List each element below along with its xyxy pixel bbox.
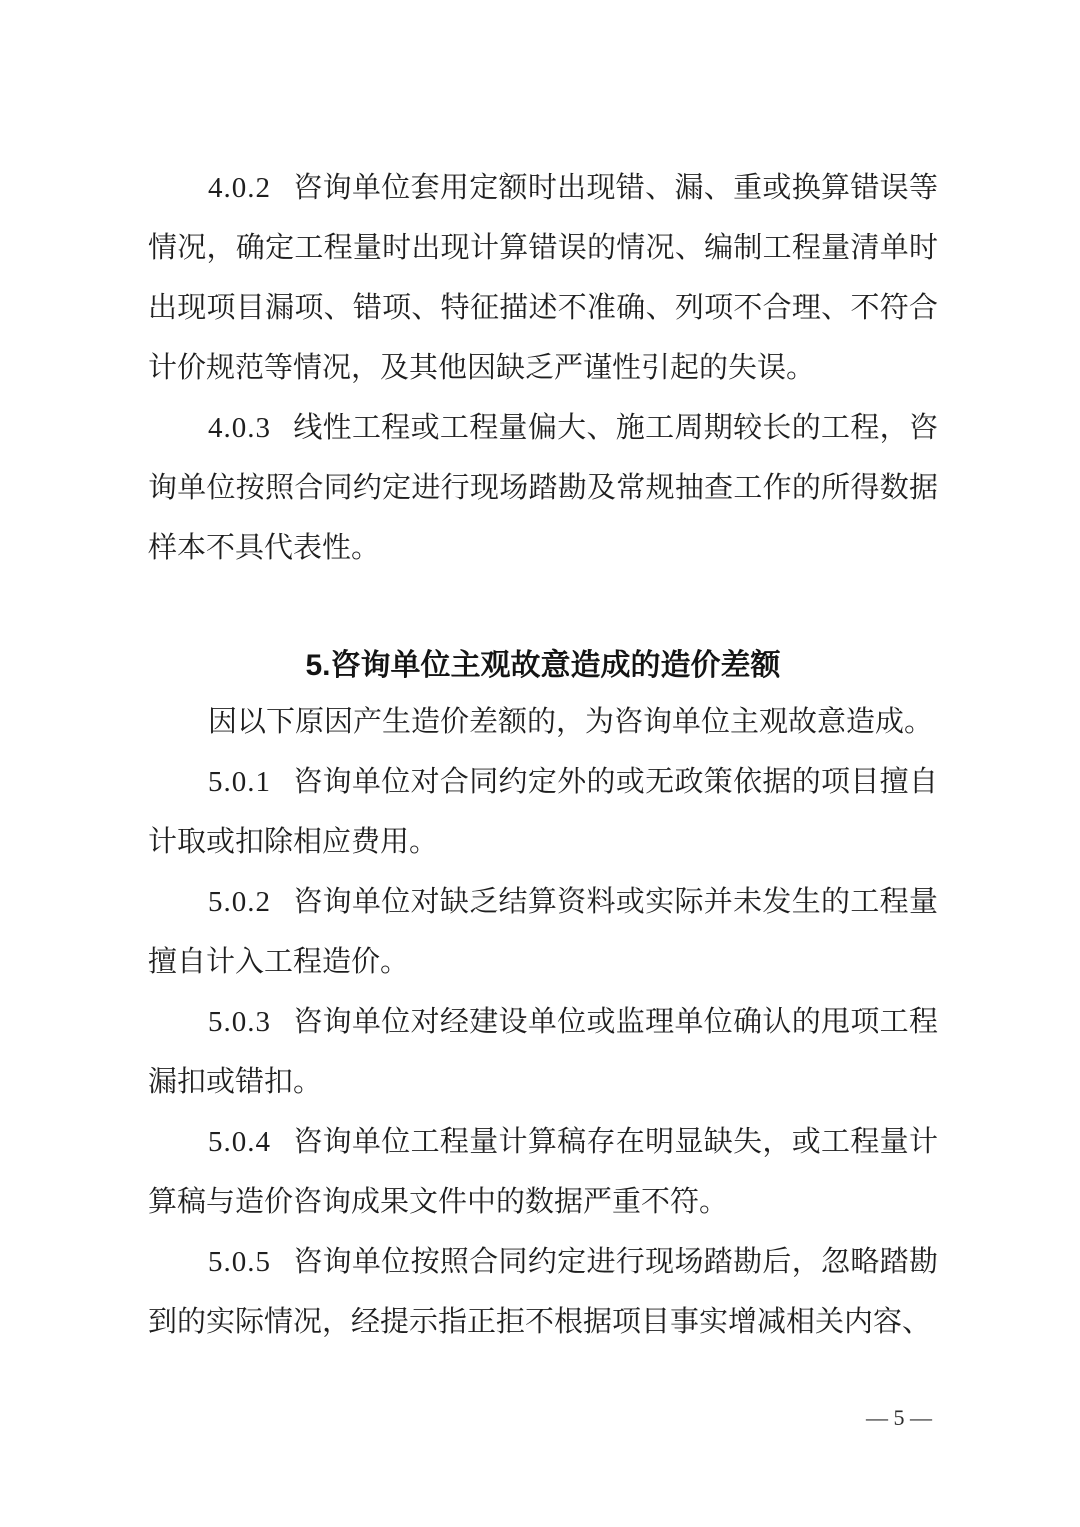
clause-text: 线性工程或工程量偏大、施工周期较长的工程，咨询单位按照合同约定进行现场踏勘及常规抽查工作的所得数据样本不具代表性。 (148, 412, 938, 564)
clause-4-0-2-paragraph (148, 158, 938, 398)
clause-text: 咨询单位对经建设单位或监理单位确认的甩项工程漏扣或错扣。 (148, 1006, 938, 1098)
clause-5-0-5-paragraph (148, 1232, 938, 1352)
clause-number: 5.0.2 (208, 886, 271, 918)
section-5-intro: 因以下原因产生造价差额的，为咨询单位主观故意造成。 (208, 706, 934, 738)
clause-number: 4.0.3 (208, 412, 271, 444)
clause-number: 5.0.3 (208, 1006, 271, 1038)
clause-number: 5.0.5 (208, 1246, 271, 1278)
clause-text: 咨询单位套用定额时出现错、漏、重或换算错误等情况，确定工程量时出现计算错误的情况、编制工程量清单时出现项目漏项、错项、特征描述不准确、列项不合理、不符合计价规范等情况，及其他因缺乏严谨性引起的失误。 (148, 172, 938, 384)
clause-number: 5.0.1 (208, 766, 271, 798)
clause-text: 咨询单位工程量计算稿存在明显缺失，或工程量计算稿与造价咨询成果文件中的数据严重不符。 (148, 1126, 938, 1218)
clause-text: 咨询单位对合同约定外的或无政策依据的项目擅自计取或扣除相应费用。 (148, 766, 938, 858)
clause-number: 5.0.4 (208, 1126, 271, 1158)
clause-text: 咨询单位按照合同约定进行现场踏勘后，忽略踏勘到的实际情况，经提示指正拒不根据项目事实增减相关内容、 (148, 1246, 938, 1338)
clause-text: 咨询单位对缺乏结算资料或实际并未发生的工程量擅自计入工程造价。 (148, 886, 938, 978)
clause-4-0-3-paragraph (148, 398, 938, 578)
section-5-heading: 5.咨询单位主观故意造成的造价差额 (305, 649, 781, 682)
clause-5-0-4-paragraph (148, 1112, 938, 1232)
clause-5-0-2-paragraph (148, 872, 938, 992)
page-number: — 5 — (866, 1405, 932, 1430)
clause-5-0-1-paragraph (148, 752, 938, 872)
clause-5-0-3-paragraph (148, 992, 938, 1112)
document-body (148, 158, 938, 1352)
clause-number: 4.0.2 (208, 172, 271, 204)
page-footer (866, 1403, 932, 1433)
